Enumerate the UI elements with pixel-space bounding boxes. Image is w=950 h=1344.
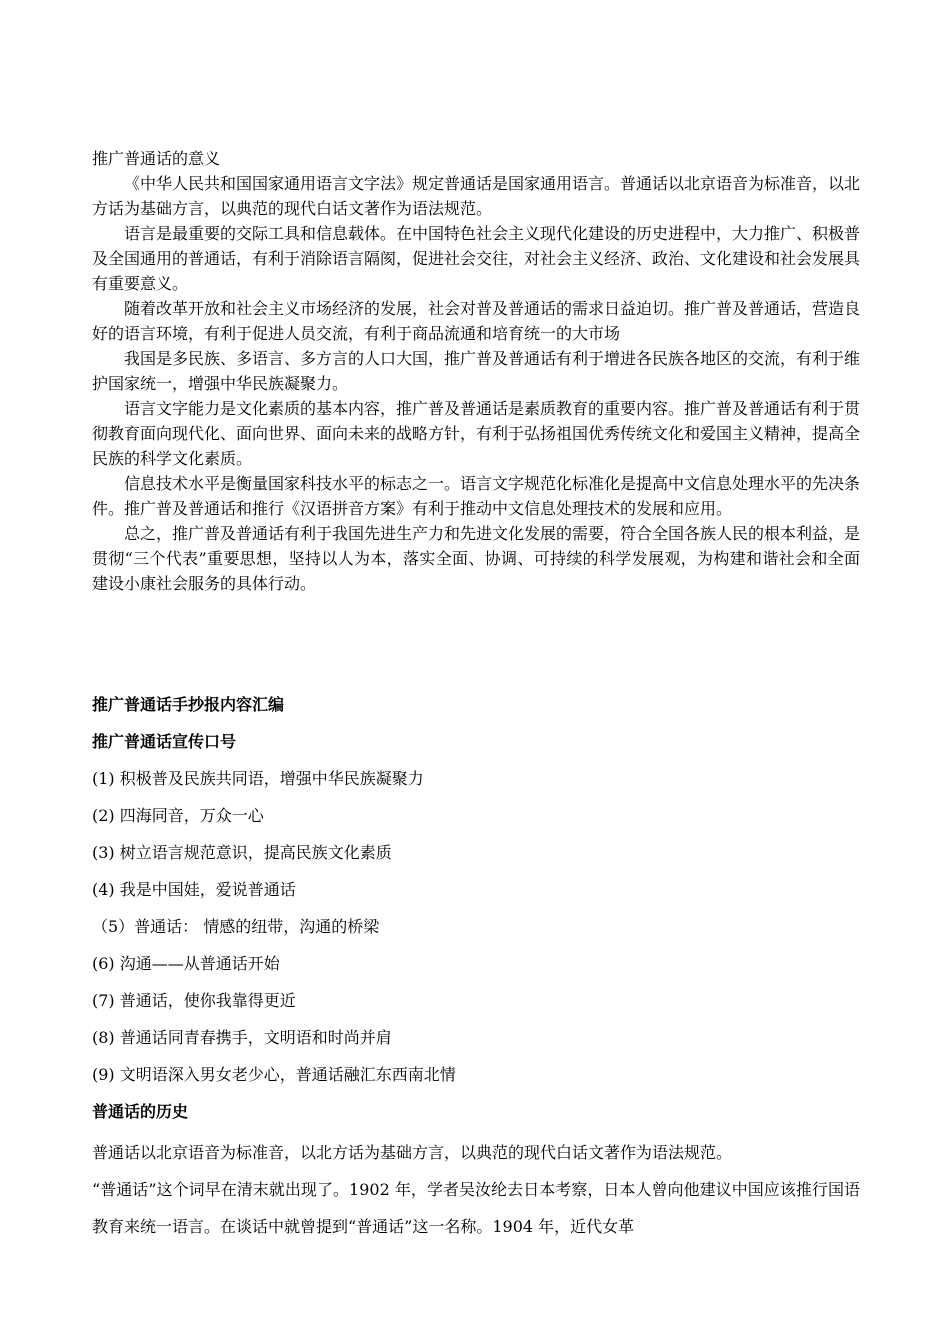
slogan-item: （5）普通话： 情感的纽带，沟通的桥梁 [92,917,380,936]
slogans-title: 推广普通话宣传口号 [92,732,237,751]
slogan-item: (9) 文明语深入男女老少心，普通话融汇东西南北情 [92,1065,456,1084]
paragraph: 我国是多民族、多语言、多方言的人口大国，推广普及普通话有利于增进各民族各地区的交流，有利于维护国家统一，增强中华民族凝聚力。 [92,349,861,393]
slogan-item: (1) 积极普及民族共同语，增强中华民族凝聚力 [92,769,424,788]
significance-section [92,146,860,596]
paragraph: 《中华人民共和国国家通用语言文字法》规定普通话是国家通用语言。普通话以北京语音为标准音，以北方话为基础方言，以典范的现代白话文著作为语法规范。 [92,174,861,218]
history-title: 普通话的历史 [92,1102,189,1121]
history-paragraph: “普通话”这个词早在清末就出现了。1902 年，学者吴汝纶去日本考察，日本人曾向他建议中国应该推行国语教育来统一语言。在谈话中就曾提到“普通话”这一名称。1904 年，近代女革 [92,1180,860,1236]
slogan-item: (3) 树立语言规范意识，提高民族文化素质 [92,843,392,862]
slogan-item: (4) 我是中国娃，爱说普通话 [92,880,296,899]
history-paragraph: 普通话以北京语音为标准音，以北方话为基础方言，以典范的现代白话文著作为语法规范。 [92,1143,733,1162]
paragraph: 随着改革开放和社会主义市场经济的发展，社会对普及普通话的需求日益迫切。推广普及普通话，营造良好的语言环境，有利于促进人员交流，有利于商品流通和培育统一的大市场 [92,299,861,343]
slogan-item: (2) 四海同音，万众一心 [92,806,264,825]
paragraph: 语言文字能力是文化素质的基本内容，推广普及普通话是素质教育的重要内容。推广普及普通话有利于贯彻教育面向现代化、面向世界、面向未来的战略方针，有利于弘扬祖国优秀传统文化和爱国主义精神，提高全民族的科学文化素质。 [92,399,861,468]
section-title: 推广普通话的意义 [92,149,221,168]
compilation-section [92,690,860,1245]
paragraph: 语言是最重要的交际工具和信息载体。在中国特色社会主义现代化建设的历史进程中，大力推广、积极普及全国通用的普通话，有利于消除语言隔阂，促进社会交往，对社会主义经济、政治、文化建设和社会发展具有重要意义。 [92,224,861,293]
slogan-item: (8) 普通话同青春携手，文明语和时尚并肩 [92,1028,392,1047]
slogan-item: (6) 沟通——从普通话开始 [92,954,280,973]
compilation-title: 推广普通话手抄报内容汇编 [92,695,285,714]
paragraph: 信息技术水平是衡量国家科技水平的标志之一。语言文字规范化标准化是提高中文信息处理水平的先决条件。推广普及普通话和推行《汉语拼音方案》有利于推动中文信息处理技术的发展和应用。 [92,474,861,518]
slogan-item: (7) 普通话，使你我靠得更近 [92,991,296,1010]
paragraph: 总之，推广普及普通话有利于我国先进生产力和先进文化发展的需要，符合全国各族人民的根本利益，是贯彻“三个代表”重要思想，坚持以人为本，落实全面、协调、可持续的科学发展观，为构建和谐社会和全面建设小康社会服务的具体行动。 [92,524,861,593]
